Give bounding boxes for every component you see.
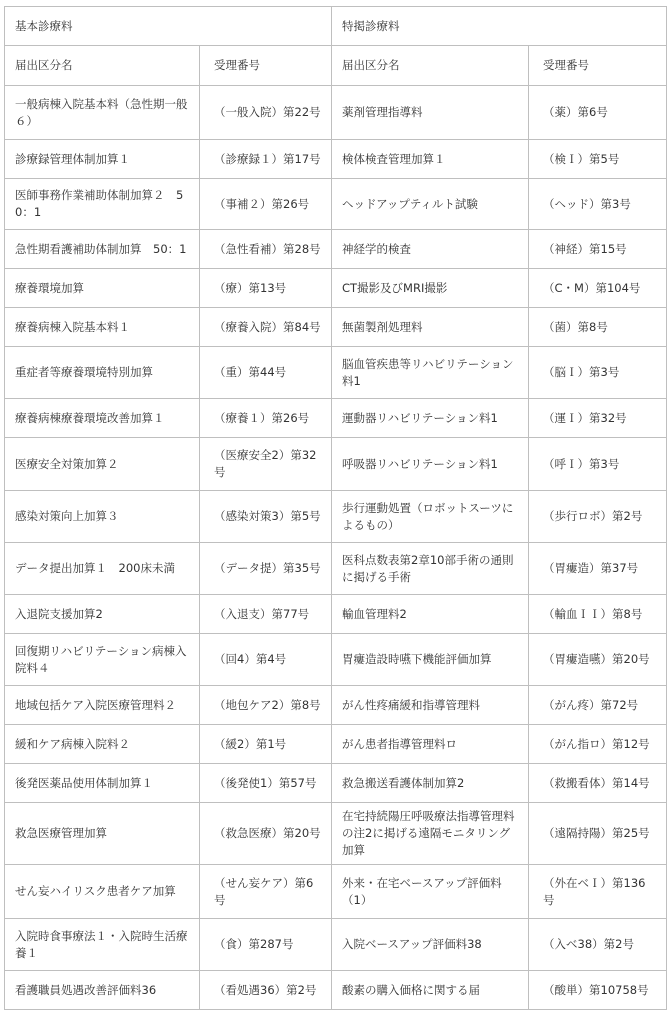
special-number-cell: （歩行ロボ）第2号 — [529, 491, 667, 543]
table-row — [5, 308, 667, 347]
special-name-cell: 救急搬送看護体制加算2 — [332, 764, 529, 803]
special-name-cell: 入院ベースアップ評価料38 — [332, 919, 529, 971]
basic-name-cell: 入退院支援加算2 — [5, 595, 200, 634]
facility-standards-table — [4, 6, 667, 1010]
basic-number-cell: （医療安全2）第32号 — [200, 438, 332, 491]
basic-number-cell: （重）第44号 — [200, 347, 332, 399]
basic-name-cell: 後発医薬品使用体制加算１ — [5, 764, 200, 803]
table-row — [5, 686, 667, 725]
basic-name-cell: 感染対策向上加算３ — [5, 491, 200, 543]
special-name-cell: 医科点数表第2章10部手術の通則に掲げる手術 — [332, 543, 529, 595]
table-row — [5, 595, 667, 634]
column-header-basic-number: 受理番号 — [200, 46, 332, 86]
table-row — [5, 803, 667, 865]
column-header-special-name: 届出区分名 — [332, 46, 529, 86]
basic-number-cell: （地包ケア2）第8号 — [200, 686, 332, 725]
basic-number-cell: （療）第13号 — [200, 269, 332, 308]
basic-number-cell: （感染対策3）第5号 — [200, 491, 332, 543]
special-number-cell: （呼Ｉ）第3号 — [529, 438, 667, 491]
special-name-cell: 呼吸器リハビリテーション料1 — [332, 438, 529, 491]
special-number-cell: （救搬看体）第14号 — [529, 764, 667, 803]
basic-number-cell: （療養入院）第84号 — [200, 308, 332, 347]
basic-name-cell: 診療録管理体制加算１ — [5, 140, 200, 179]
special-number-cell: （菌）第8号 — [529, 308, 667, 347]
basic-number-cell: （データ提）第35号 — [200, 543, 332, 595]
table-row — [5, 438, 667, 491]
special-name-cell: 無菌製剤処理料 — [332, 308, 529, 347]
special-number-cell: （ヘッド）第3号 — [529, 179, 667, 230]
table-row — [5, 919, 667, 971]
special-name-cell: 検体検査管理加算１ — [332, 140, 529, 179]
column-header-special-number: 受理番号 — [529, 46, 667, 86]
basic-number-cell: （後発使1）第57号 — [200, 764, 332, 803]
special-number-cell: （胃瘻造）第37号 — [529, 543, 667, 595]
table-row — [5, 86, 667, 140]
special-name-cell: 外来・在宅ベースアップ評価料（1） — [332, 865, 529, 919]
special-name-cell: 運動器リハビリテーション料1 — [332, 399, 529, 438]
basic-number-cell: （せん妄ケア）第6号 — [200, 865, 332, 919]
special-name-cell: 輸血管理料2 — [332, 595, 529, 634]
special-name-cell: 酸素の購入価格に関する届 — [332, 971, 529, 1010]
table-row — [5, 634, 667, 686]
basic-name-cell: 救急医療管理加算 — [5, 803, 200, 865]
table-row — [5, 347, 667, 399]
basic-name-cell: 療養環境加算 — [5, 269, 200, 308]
table-row — [5, 179, 667, 230]
basic-number-cell: （療養１）第26号 — [200, 399, 332, 438]
basic-number-cell: （事補２）第26号 — [200, 179, 332, 230]
basic-name-cell: 療養病棟療養環境改善加算１ — [5, 399, 200, 438]
table-row — [5, 140, 667, 179]
basic-name-cell: 緩和ケア病棟入院料２ — [5, 725, 200, 764]
special-number-cell: （薬）第6号 — [529, 86, 667, 140]
table-row — [5, 230, 667, 269]
basic-number-cell: （看処遇36）第2号 — [200, 971, 332, 1010]
section-header-special: 特掲診療料 — [332, 7, 667, 46]
table-row — [5, 865, 667, 919]
basic-number-cell: （食）第287号 — [200, 919, 332, 971]
special-name-cell: がん性疼痛緩和指導管理料 — [332, 686, 529, 725]
special-number-cell: （胃瘻造嚥）第20号 — [529, 634, 667, 686]
basic-name-cell: 地域包括ケア入院医療管理料２ — [5, 686, 200, 725]
basic-name-cell: 医師事務作業補助体制加算２ 50：1 — [5, 179, 200, 230]
special-number-cell: （入ベ38）第2号 — [529, 919, 667, 971]
special-name-cell: がん患者指導管理料ロ — [332, 725, 529, 764]
basic-name-cell: 重症者等療養環境特別加算 — [5, 347, 200, 399]
basic-name-cell: 看護職員処遇改善評価料36 — [5, 971, 200, 1010]
basic-name-cell: せん妄ハイリスク患者ケア加算 — [5, 865, 200, 919]
basic-number-cell: （診療録１）第17号 — [200, 140, 332, 179]
basic-number-cell: （入退支）第77号 — [200, 595, 332, 634]
table-row — [5, 971, 667, 1010]
table-row — [5, 764, 667, 803]
basic-number-cell: （一般入院）第22号 — [200, 86, 332, 140]
basic-name-cell: 一般病棟入院基本料（急性期一般６） — [5, 86, 200, 140]
table-row — [5, 269, 667, 308]
special-name-cell: 神経学的検査 — [332, 230, 529, 269]
basic-number-cell: （救急医療）第20号 — [200, 803, 332, 865]
basic-name-cell: 入院時食事療法１・入院時生活療養１ — [5, 919, 200, 971]
special-name-cell: CT撮影及びMRI撮影 — [332, 269, 529, 308]
basic-name-cell: データ提出加算１ 200床未満 — [5, 543, 200, 595]
table-row — [5, 399, 667, 438]
section-header-basic: 基本診療料 — [5, 7, 332, 46]
section-header-row — [5, 7, 667, 46]
special-name-cell: 歩行運動処置（ロボットスーツによるもの） — [332, 491, 529, 543]
table-body — [5, 7, 667, 1010]
special-number-cell: （脳Ｉ）第3号 — [529, 347, 667, 399]
column-header-row — [5, 46, 667, 86]
special-number-cell: （運Ｉ）第32号 — [529, 399, 667, 438]
column-header-basic-name: 届出区分名 — [5, 46, 200, 86]
special-number-cell: （酸単）第10758号 — [529, 971, 667, 1010]
special-number-cell: （検Ｉ）第5号 — [529, 140, 667, 179]
basic-number-cell: （回4）第4号 — [200, 634, 332, 686]
special-name-cell: 在宅持続陽圧呼吸療法指導管理料の注2に掲げる遠隔モニタリング加算 — [332, 803, 529, 865]
special-name-cell: ヘッドアップティルト試験 — [332, 179, 529, 230]
basic-number-cell: （急性看補）第28号 — [200, 230, 332, 269]
basic-name-cell: 急性期看護補助体制加算 50：1 — [5, 230, 200, 269]
special-name-cell: 脳血管疾患等リハビリテーション料1 — [332, 347, 529, 399]
special-number-cell: （C・M）第104号 — [529, 269, 667, 308]
special-number-cell: （遠隔持陽）第25号 — [529, 803, 667, 865]
special-number-cell: （輸血ＩＩ）第8号 — [529, 595, 667, 634]
basic-name-cell: 療養病棟入院基本料１ — [5, 308, 200, 347]
special-number-cell: （神経）第15号 — [529, 230, 667, 269]
special-number-cell: （がん疼）第72号 — [529, 686, 667, 725]
special-name-cell: 胃瘻造設時嚥下機能評価加算 — [332, 634, 529, 686]
basic-name-cell: 医療安全対策加算２ — [5, 438, 200, 491]
special-number-cell: （がん指ロ）第12号 — [529, 725, 667, 764]
special-name-cell: 薬剤管理指導料 — [332, 86, 529, 140]
table-row — [5, 543, 667, 595]
basic-number-cell: （緩2）第1号 — [200, 725, 332, 764]
special-number-cell: （外在ベＩ）第136号 — [529, 865, 667, 919]
basic-name-cell: 回復期リハビリテーション病棟入院料４ — [5, 634, 200, 686]
table-row — [5, 725, 667, 764]
table-row — [5, 491, 667, 543]
